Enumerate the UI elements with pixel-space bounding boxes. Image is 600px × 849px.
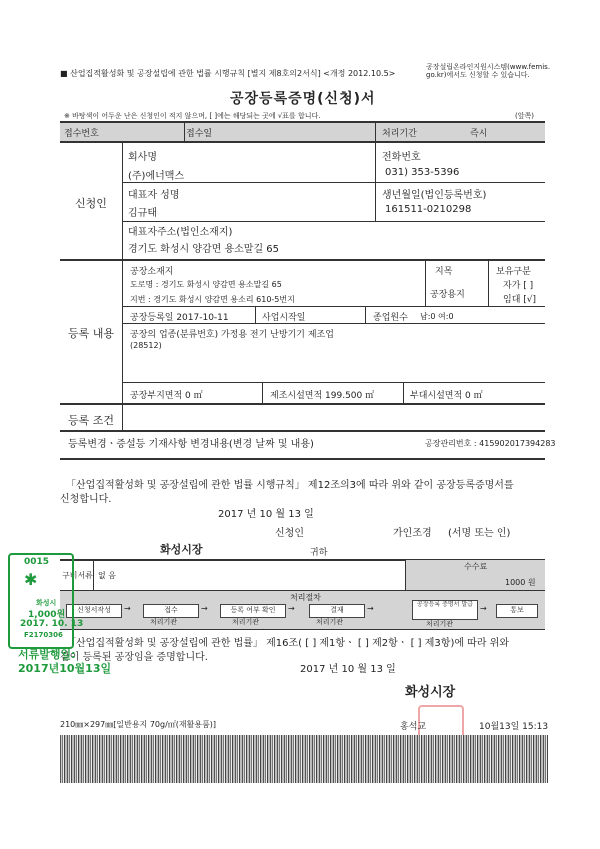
arrow-2-icon: →	[201, 604, 208, 613]
form-reference: ■ 산업집적활성화 및 공장설립에 관한 법률 시행규칙 [별지 제8호의2서식] <개정 2012.10.5>	[60, 69, 396, 78]
sign-note: (서명 또는 인)	[448, 528, 511, 539]
address-value: 경기도 화성시 양감면 용소말길 65	[128, 244, 280, 255]
land-type-label: 지목	[435, 267, 453, 277]
approver-name: 홍석교	[400, 722, 427, 732]
arrow-1-icon: →	[124, 604, 131, 613]
documents-label: 구비서류	[62, 571, 93, 580]
phone-label: 전화번호	[382, 152, 421, 163]
step-6-box: 통보	[496, 604, 538, 618]
applicant-section-label: 신청인	[75, 197, 107, 210]
certification-line-2: 같이 등록된 공장임을 증명합니다.	[60, 652, 208, 663]
fee-label: 수수료	[464, 562, 488, 571]
fee-value: 1000 원	[505, 578, 536, 587]
statement-line-2: 신청합니다.	[60, 494, 112, 505]
stamp-code: F2170306	[24, 631, 63, 639]
representative-value: 김규태	[128, 208, 157, 219]
stamp-top: 0015	[24, 557, 50, 567]
company-value: (주)에너맥스	[128, 171, 185, 182]
processing-value: 즉시	[470, 129, 488, 139]
approval-time: 10월13일 15:13	[479, 722, 549, 732]
applicant-sign-label: 신청인	[275, 528, 304, 539]
representative-label: 대표자 성명	[128, 190, 180, 201]
road-address: 도로명 : 경기도 화성시 양감면 용소말길 65	[130, 280, 282, 289]
stamp-date: 2017. 10. 13	[20, 619, 84, 629]
barcode	[60, 735, 548, 783]
statement-line-1: 「산업집적활성화 및 공장설립에 관한 법률 시행규칙」 제12조의3에 따라 위와 같이 공장등록증명서를	[66, 480, 514, 491]
registration-date: 공장등록일 2017-10-11	[130, 313, 229, 323]
document-title: 공장등록증명(신청)서	[230, 91, 376, 107]
receipt-no-label: 접수번호	[64, 129, 99, 139]
conditions-label: 등록 조건	[68, 414, 115, 427]
step-4-box: 결재	[309, 604, 365, 618]
change-history-label: 등록변경ㆍ증설등 기재사항 변경내용(변경 날짜 및 내용)	[68, 439, 314, 450]
step-4-agent: 처리기관	[316, 618, 344, 626]
employees-value: 남:0 여:0	[420, 312, 454, 321]
applicant-sign-name: 가인조경	[393, 528, 432, 539]
step-5-box: 공장등록 증명서 발급	[412, 600, 478, 620]
industry-code: (28512)	[130, 341, 162, 350]
rent-option: 임대 [√]	[503, 295, 537, 305]
process-title: 처리절차	[290, 593, 321, 602]
page-side: (앞쪽)	[515, 112, 534, 120]
step-3-box: 등록 여부 확인	[220, 604, 286, 618]
processing-label: 처리기간	[382, 129, 417, 139]
online-note-1: 공장설립온라인지원시스템(www.femis.	[426, 63, 551, 71]
own-option: 자가 [ ]	[503, 281, 534, 291]
step-2-agent: 처리기관	[150, 618, 178, 626]
site-area: 공장부지면적 0 ㎡	[130, 391, 203, 401]
issue-date-value: 2017년10월13일	[18, 662, 112, 675]
arrow-5-icon: →	[480, 604, 487, 613]
statement-date: 2017 년 10 월 13 일	[218, 509, 314, 520]
form-note: ※ 바탕색이 어두운 난은 신청인이 적지 않으며, [ ]에는 해당되는 곳에 √표를 합니다.	[64, 112, 321, 120]
step-3-agent: 처리기관	[232, 618, 260, 626]
industry-label: 공장의 업종(분류번호) 가정용 전기 난방기기 제조업	[130, 330, 334, 340]
stamp-mid: 화성시	[36, 599, 57, 607]
issuer: 화성시장	[405, 685, 456, 700]
documents-value: 없 음	[98, 571, 116, 580]
employees-label: 종업원수	[373, 313, 408, 323]
stamp-amount: 1,000원	[28, 610, 66, 620]
factory-address-label: 공장소재지	[130, 267, 174, 277]
issue-date-label: 서류발행일:	[18, 648, 76, 661]
auxiliary-area: 부대시설면적 0 ㎡	[410, 391, 483, 401]
land-type-value: 공장용지	[430, 290, 465, 300]
step-1-box: 신청서작성	[66, 604, 122, 618]
phone-value: 031) 353-5396	[385, 167, 460, 178]
business-start-label: 사업시작일	[262, 313, 306, 323]
manufacturing-area: 제조시설면적 199.500 ㎡	[270, 391, 375, 401]
certification-line-1: 「산업집적활성화 및 공장설립에 관한 법률」 제16조( [ ] 제1항ㆍ [ ] 제2항ㆍ [ ] 제3항)에 따라 위와	[66, 638, 510, 649]
lot-address: 지번 : 경기도 화성시 양감면 용소리 610-5번지	[130, 295, 295, 304]
receipt-date-label: 접수일	[186, 129, 213, 139]
birth-label: 생년월일(법인등록번호)	[382, 190, 487, 201]
honorific: 귀하	[310, 548, 328, 558]
step-2-box: 접수	[143, 604, 199, 618]
online-note-2: go.kr)에서도 신청할 수 있습니다.	[426, 71, 530, 79]
arrow-3-icon: →	[288, 604, 295, 613]
certification-date: 2017 년 10 월 13 일	[300, 664, 396, 675]
birth-value: 161511-0210298	[385, 204, 472, 215]
arrow-4-icon: →	[367, 604, 374, 613]
step-5-agent: 처리기관	[426, 620, 454, 628]
paper-spec: 210㎜×297㎜[일반용지 70g/㎡(재활용품)]	[60, 720, 217, 729]
registration-section-label: 등록 내용	[68, 327, 115, 340]
factory-mgmt-no: 공장관리번호 : 415902017394283	[425, 439, 556, 448]
company-label: 회사명	[128, 152, 157, 163]
address-label: 대표자주소(법인소재지)	[128, 227, 233, 238]
star-icon: ✱	[24, 570, 38, 589]
addressee: 화성시장	[160, 543, 203, 556]
ownership-label: 보유구분	[496, 267, 531, 277]
